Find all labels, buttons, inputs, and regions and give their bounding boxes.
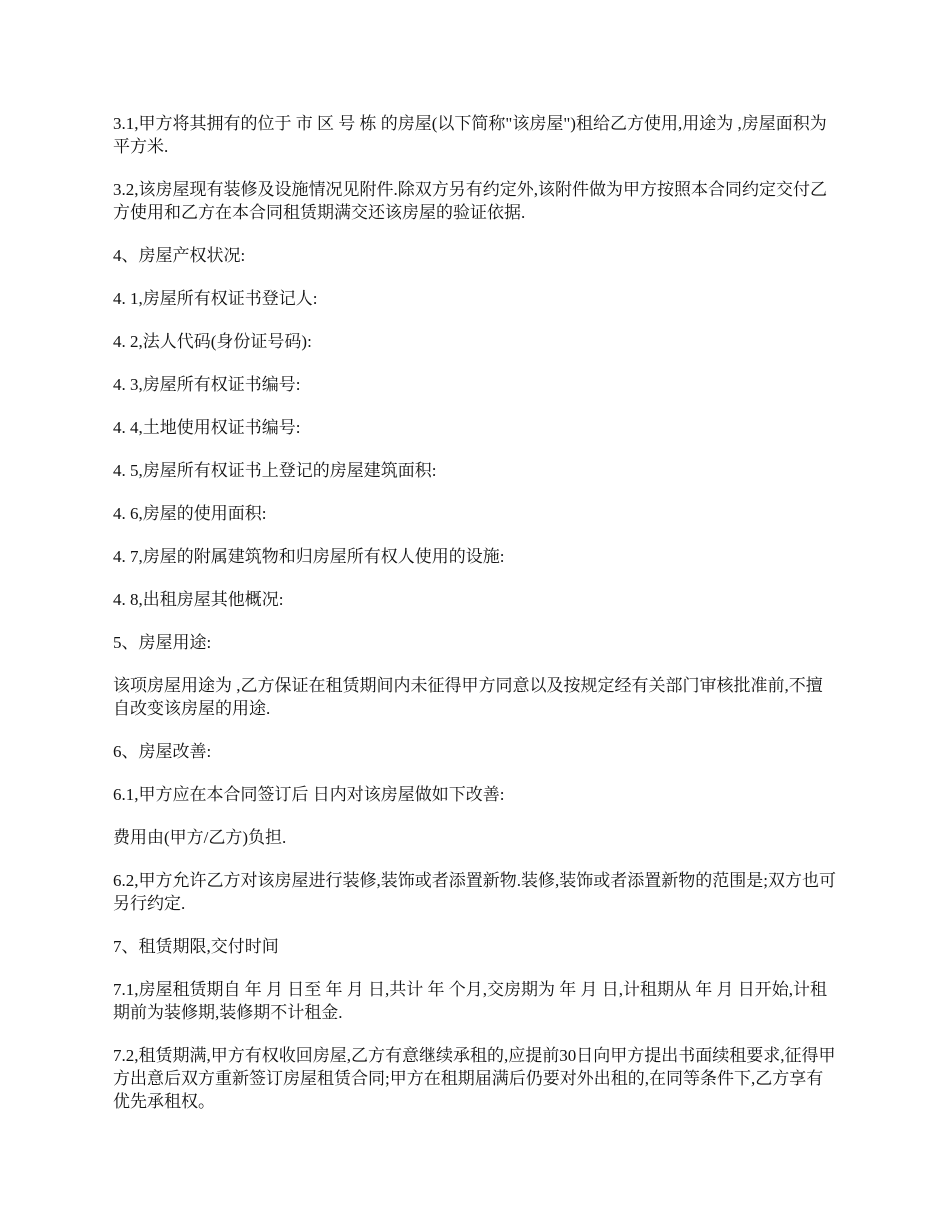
clause-4-6: 4. 6,房屋的使用面积:	[113, 504, 267, 523]
clause-4-4: 4. 4,土地使用权证书编号:	[113, 418, 301, 437]
section-5-body: 该项房屋用途为 ,乙方保证在租赁期间内未征得甲方同意以及按规定经有关部门审核批准前,不擅自改变该房屋的用途.	[113, 676, 823, 718]
section-5-heading: 5、房屋用途:	[113, 633, 212, 652]
clause-3-1: 3.1,甲方将其拥有的位于 市 区 号 栋 的房屋(以下简称"该房屋")租给乙方使用,用途为 ,房屋面积为 平方米.	[113, 114, 827, 156]
clause-4-1: 4. 1,房屋所有权证书登记人:	[113, 289, 318, 308]
section-7-heading: 7、租赁期限,交付时间	[113, 937, 279, 956]
clause-4-8: 4. 8,出租房屋其他概况:	[113, 590, 284, 609]
clause-3-2: 3.2,该房屋现有装修及设施情况见附件.除双方另有约定外,该附件做为甲方按照本合同约定交付乙方使用和乙方在本合同租赁期满交还该房屋的验证依据.	[113, 180, 827, 222]
clause-4-2: 4. 2,法人代码(身份证号码):	[113, 332, 312, 351]
clause-4-7: 4. 7,房屋的附属建筑物和归房屋所有权人使用的设施:	[113, 547, 505, 566]
clause-4-3: 4. 3,房屋所有权证书编号:	[113, 375, 301, 394]
clause-7-1: 7.1,房屋租赁期自 年 月 日至 年 月 日,共计 年 个月,交房期为 年 月 日,计租期从 年 月 日开始,计租期前为装修期,装修期不计租金.	[113, 980, 827, 1022]
clause-6-1: 6.1,甲方应在本合同签订后 日内对该房屋做如下改善:	[113, 785, 505, 804]
clause-7-2: 7.2,租赁期满,甲方有权收回房屋,乙方有意继续承租的,应提前30日向甲方提出书面续租要求,征得甲方出意后双方重新签订房屋租赁合同;甲方在租期届满后仍要对外出租的,在同等条件下,乙方享有优先承租权。	[113, 1046, 836, 1111]
clause-6-2: 6.2,甲方允许乙方对该房屋进行装修,装饰或者添置新物.装修,装饰或者添置新物的范围是;双方也可另行约定.	[113, 871, 836, 913]
clause-6-1-cost: 费用由(甲方/乙方)负担.	[113, 828, 287, 847]
clause-4-5: 4. 5,房屋所有权证书上登记的房屋建筑面积:	[113, 461, 437, 480]
section-6-heading: 6、房屋改善:	[113, 742, 212, 761]
section-4-heading: 4、房屋产权状况:	[113, 246, 246, 265]
